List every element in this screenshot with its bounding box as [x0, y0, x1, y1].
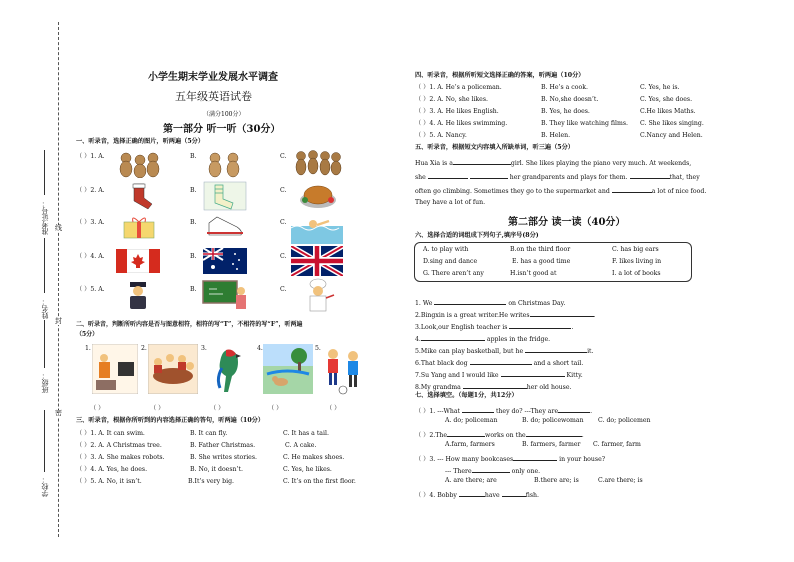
q2-label-1: 1. [85, 345, 91, 352]
q2-answer-3[interactable]: （ ） [210, 405, 225, 412]
family-dinner-picture-2 [148, 344, 198, 394]
q7-item1-part2: they do? ---They are [495, 408, 559, 415]
q7-item3-blank2[interactable] [472, 466, 510, 473]
q7-item3-part2: in your house? [559, 456, 606, 463]
q4-row2-b: B. No,she doesn’t. [541, 96, 599, 103]
q4-row1-c: C. Yes, he is. [640, 84, 680, 91]
q5-line2 [415, 172, 700, 181]
q7-item4-part2: have [484, 492, 500, 499]
bears-picture-a [116, 148, 162, 178]
shoe-picture-b [203, 213, 249, 241]
q5-line3-end: a lot of nice food. [651, 188, 707, 195]
q6-s4-start: 4. [415, 336, 421, 343]
q6-sentence-8 [415, 382, 571, 391]
sock-picture-b [203, 181, 247, 211]
q3-row2-b: B. Father Christmas. [190, 442, 256, 449]
q3-row3-c: C. He makes shoes. [283, 454, 345, 461]
q6-blank-7[interactable] [501, 370, 565, 377]
seal-mark-feng: 封 [55, 317, 62, 325]
q1-row5-b: B. [190, 286, 197, 293]
binding-school: 学校： [41, 476, 49, 497]
q1-row4-c: C. [280, 253, 287, 260]
q4-row3-b: B. Yes, he does. [541, 108, 590, 115]
q6-s2-end: . [593, 312, 596, 319]
q6-blank-8[interactable] [463, 382, 527, 389]
q7-item3-blank1[interactable] [513, 454, 557, 461]
q6-sentence-2 [415, 310, 595, 319]
binding-exam-no: 准考证号： [41, 200, 49, 235]
turkey-picture-c [293, 180, 343, 212]
q4-title: 四、听录音，根据所听短文选择正确的答案，听两遍（10分） [415, 72, 585, 79]
q5-blank-5[interactable] [612, 186, 652, 193]
parrot-picture-3 [208, 344, 252, 394]
q7-item1-opt-b: B. do; policewoman [522, 417, 584, 424]
q7-item2-part1: （ ）2.The [415, 432, 448, 439]
q2-label-5: 5. [315, 345, 321, 352]
q1-title: 一、听录音，选择正确的图片，听两遍（5分） [76, 138, 205, 145]
exam-no-line [44, 150, 45, 195]
canada-flag-picture-a [116, 249, 160, 273]
q1-row2-b: B. [190, 187, 197, 194]
q5-line1-end: girl. She likes playing the piano very much. At weekends, [510, 160, 692, 167]
q7-item2-question [415, 430, 584, 439]
q6-s7-start: 7.Su Yang and I would like [415, 372, 499, 379]
q5-line3 [415, 186, 706, 195]
binding-name: 姓名： [41, 298, 49, 319]
q1-row3-label: （ ）3. A. [76, 219, 105, 226]
q5-line2-start: she [415, 174, 426, 181]
bears-picture-c [293, 146, 343, 178]
q6-s7-end: Kitty. [566, 372, 583, 379]
q6-title: 六、选择合适的词组成下列句子,填序号(8分) [415, 232, 539, 239]
q7-title: 七、选择填空。（每题1分，共12分） [415, 392, 518, 399]
cook-picture-c [298, 278, 338, 312]
q6-sentence-1 [415, 298, 565, 307]
binding-class: 班级： [41, 372, 49, 393]
q1-row1-label: （ ）1. A. [76, 153, 105, 160]
q6-opt-f: F. likes living in [612, 258, 662, 265]
q3-row3-a: （ ）3. A. She makes robots. [76, 454, 165, 461]
seal-mark-xian: 线 [55, 224, 62, 232]
q3-row1-a: （ ）1. A. It can swim. [76, 430, 145, 437]
exam-subtitle: 五年级英语试卷 [175, 90, 252, 103]
seal-mark-mi: 密 [55, 409, 62, 417]
q6-s3-end: . [571, 324, 574, 331]
q1-row5-c: C. [280, 286, 287, 293]
q3-row5-a: （ ）5. A. No, it isn’t. [76, 478, 142, 485]
q4-row4-b: B. They like watching films. [541, 120, 628, 127]
tv-family-picture-1 [92, 344, 138, 394]
q6-s4-end: apples in the fridge. [486, 336, 551, 343]
q5-line3-start: often go climbing. Sometimes they go to the supermarket and [415, 188, 610, 195]
q6-blank-4[interactable] [421, 334, 485, 341]
q5-line1 [415, 158, 691, 167]
q6-sentence-6 [415, 358, 583, 367]
q6-s1-start: 1. We [415, 300, 433, 307]
class-line [44, 320, 45, 368]
q6-s1-end: on Christmas Day. [508, 300, 566, 307]
q7-item1-part1: （ ）1. ---What [415, 408, 461, 415]
q3-row2-c: C. A cake. [285, 442, 317, 449]
q7-item2-blank1[interactable] [447, 430, 485, 437]
q7-item3-opt-b: B.there are; is [534, 477, 579, 484]
q7-item3-question [415, 454, 605, 463]
q6-blank-3[interactable] [509, 322, 574, 331]
q7-item4-blank1[interactable] [459, 490, 485, 497]
q2-title-cont: （5分） [76, 331, 99, 338]
q7-item3-opt-c: C.are there; is [598, 477, 643, 484]
q7-item3-part3: --- There [445, 468, 472, 475]
q5-line2-mid: her grandparents and plays for them. [509, 174, 628, 181]
q6-opt-c: C. has big ears [612, 246, 659, 253]
q1-row1-c: C. [280, 153, 287, 160]
park-dog-picture-4 [263, 344, 313, 394]
q6-opt-i: I. a lot of books [612, 270, 661, 277]
uk-flag-picture-c [291, 246, 343, 276]
q2-answer-1[interactable]: （ ） [90, 405, 105, 412]
q5-blank-3[interactable] [470, 172, 508, 179]
q6-s5-end: it. [587, 348, 594, 355]
q1-row3-c: C. [280, 219, 287, 226]
q7-item2-blank2[interactable] [526, 430, 582, 437]
q6-opt-d: D.sing and dance [423, 258, 478, 265]
q3-row1-c: C. It has a tail. [283, 430, 329, 437]
q7-item1-blank1[interactable] [462, 406, 494, 413]
q2-answer-2[interactable]: （ ） [150, 405, 165, 412]
q4-row4-c: C. She likes singing. [640, 120, 704, 127]
q6-opt-g: G. There aren’t any [423, 270, 484, 277]
q6-opt-e: E. has a good time [512, 258, 571, 265]
q6-s5-start: 5.Mike can play basketball, but he [415, 348, 524, 355]
q6-sentence-4 [415, 334, 550, 343]
q2-title: 二、听录音，判断所听内容是否与图意相符，相符的写“T”，不相符的写“F”，听两遍 [76, 321, 303, 328]
q3-title: 三、听录音，根据你所听到的内容选择正确的答句，听两遍（10分） [76, 417, 265, 424]
q7-item3-answer [445, 466, 540, 475]
q7-item4-question [415, 490, 539, 499]
q1-row4-b: B. [190, 253, 197, 260]
q7-item3-part1: （ ）3. --- How many bookcases [415, 456, 514, 463]
q7-item1-blank2[interactable] [558, 406, 593, 415]
q6-opt-a: A. to play with [423, 246, 469, 253]
q2-label-3: 3. [201, 345, 207, 352]
q2-label-4: 4. [257, 345, 263, 352]
score-note: （满分100分） [203, 111, 245, 118]
q6-opt-b: B.on the third floor [510, 246, 571, 253]
q5-title: 五、听录音，根据短文内容填入所缺单词，听三遍（5分） [415, 144, 574, 151]
part1-title: 第一部分 听一听（30分） [163, 124, 281, 135]
q2-answer-4[interactable]: （ ） [268, 405, 283, 412]
name-line [44, 238, 45, 293]
q5-blank-1[interactable] [453, 158, 511, 165]
q3-row3-b: B. She writes stories. [190, 454, 257, 461]
q7-item1-opt-a: A. do; policeman [445, 417, 498, 424]
q6-blank-6[interactable] [470, 358, 532, 365]
q4-row2-c: C. Yes, she does. [640, 96, 693, 103]
bears-picture-b [203, 148, 249, 178]
q6-opt-h: H.isn’t good at [510, 270, 557, 277]
q7-item2-part2: works on the [485, 432, 526, 439]
q5-blank-4[interactable] [630, 172, 670, 179]
q5-line4: They have a lot of fun. [415, 199, 486, 206]
q7-item4-part1: （ ）4. Bobby [415, 492, 457, 499]
teacher-picture-b [201, 279, 249, 311]
q6-blank-1[interactable] [434, 298, 506, 305]
q6-s6-end: and a short tail. [533, 360, 584, 367]
q6-blank-5[interactable] [525, 346, 587, 353]
q7-item2-opt-b: B. farmers, farmer [522, 441, 581, 448]
gift-picture-a [118, 214, 160, 240]
q7-item3-opt-a: A. are there; are [445, 477, 497, 484]
q6-blank-2[interactable] [530, 310, 594, 317]
q7-item2-opt-a: A.farm, farmers [445, 441, 495, 448]
q7-item1-part3: . [590, 408, 593, 415]
q6-sentence-3 [415, 322, 573, 331]
q4-row5-c: C.Nancy and Helen. [640, 132, 703, 139]
q3-row4-b: B. No, it doesn’t. [190, 466, 243, 473]
q3-row2-a: （ ）2. A. A Christmas tree. [76, 442, 162, 449]
q5-line2-end: that, they [669, 174, 700, 181]
q3-row4-c: C. Yes, he likes. [283, 466, 332, 473]
q4-row5-a: （ ）5. A. Nancy. [415, 132, 467, 139]
school-line [44, 410, 45, 472]
stocking-picture-a [116, 182, 160, 210]
q4-row3-c: C.He likes Maths. [640, 108, 696, 115]
q6-s8-start: 8.My grandma [415, 384, 461, 391]
q4-row5-b: B. Helen. [541, 132, 571, 139]
q6-s3-start: 3.Look,our English teacher is [415, 324, 508, 331]
q7-item1-question [415, 406, 592, 415]
q7-item4-part3: fish. [525, 492, 539, 499]
q6-sentence-7 [415, 370, 583, 379]
q7-item2-opt-c: C. farmer, farm [593, 441, 641, 448]
q1-row2-label: （ ）2. A. [76, 187, 105, 194]
football-kids-picture-5 [321, 344, 367, 396]
q7-item3-part4: only one. [511, 468, 541, 475]
q6-s6-start: 6.That black dog [415, 360, 468, 367]
q1-row1-b: B. [190, 153, 197, 160]
q3-row5-c: C. It’s on the first floor. [283, 478, 356, 485]
q3-row5-b: B.It’s very big. [188, 478, 234, 485]
q4-row2-a: （ ）2. A. No, she likes. [415, 96, 488, 103]
q2-label-2: 2. [141, 345, 147, 352]
policeman-picture-a [118, 280, 160, 310]
q1-row5-label: （ ）5. A. [76, 286, 105, 293]
q1-row3-b: B. [190, 219, 197, 226]
q7-item2-part3: . [581, 432, 584, 439]
q3-row4-a: （ ）4. A. Yes, he does. [76, 466, 148, 473]
q1-row4-label: （ ）4. A. [76, 253, 105, 260]
q7-item4-blank2[interactable] [502, 490, 526, 497]
part2-title: 第二部分 读一读（40分） [508, 217, 626, 228]
q3-row1-b: B. It can fly. [190, 430, 228, 437]
q5-blank-2[interactable] [428, 172, 468, 179]
q4-row4-a: （ ）4. A. He likes swimming. [415, 120, 508, 127]
q4-row1-b: B. He’s a cook. [541, 84, 588, 91]
q6-sentence-5 [415, 346, 594, 355]
exam-title: 小学生期末学业发展水平调查 [148, 72, 278, 83]
q4-row3-a: （ ）3. A. He likes English. [415, 108, 499, 115]
swimming-picture-c [291, 212, 343, 244]
q6-s2-start: 2.Bingxin is a great writer.He writes [415, 312, 530, 319]
binding-dashed-line [58, 22, 59, 537]
q6-s8-end: her old house. [526, 384, 572, 391]
q5-line1-start: Hua Xia is a [415, 160, 453, 167]
australia-flag-picture-b [203, 248, 247, 274]
q7-item1-opt-c: C. do; policemen [598, 417, 651, 424]
q1-row2-c: C. [280, 187, 287, 194]
q2-answer-5[interactable]: （ ） [326, 405, 341, 412]
q4-row1-a: （ ）1. A. He’s a policeman. [415, 84, 502, 91]
